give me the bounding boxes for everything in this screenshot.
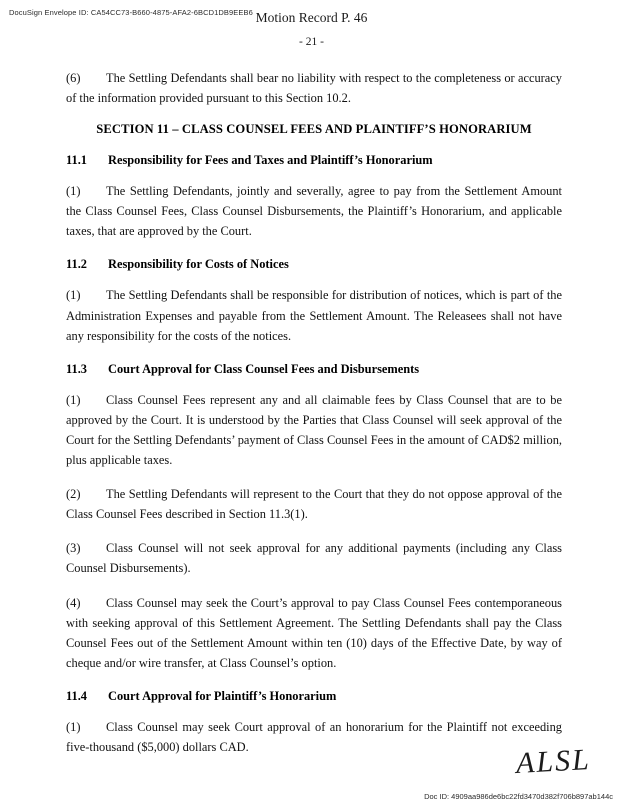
- heading-11-2: [66, 257, 562, 272]
- heading-text: Court Approval for Class Counsel Fees and Disbursements: [108, 361, 420, 376]
- paragraph-11-2-1: [66, 285, 562, 345]
- paragraph-number: (1): [66, 184, 81, 199]
- paragraph-11-3-4: [66, 593, 562, 673]
- heading-number: 11.2: [66, 257, 87, 272]
- paragraph-text: Class Counsel may seek the Court’s approval to pay Class Counsel Fees contemporaneous with seeking approval of this Settlement Agreement. The Settling Defendants shall pay the Class Counsel Fees out of the Settlement Amount within ten (10) days of the Effective Date, by way of cheque and/or wire transfer, at Class Counsel’s option.: [66, 595, 562, 670]
- heading-text: Responsibility for Costs of Notices: [108, 257, 289, 272]
- paragraph-11-3-1: [66, 390, 562, 470]
- paragraph-number: (1): [66, 392, 81, 407]
- heading-number: 11.4: [66, 688, 87, 703]
- heading-11-3: [66, 362, 562, 377]
- paragraph-number: (6): [66, 71, 81, 85]
- document-body: [66, 68, 562, 771]
- signature-initials: ALSL: [515, 743, 592, 780]
- paragraph-number: (4): [66, 595, 81, 610]
- paragraph-11-4-1: [66, 717, 562, 757]
- motion-record-stamp: Motion Record P. 46: [255, 10, 368, 25]
- page-number: - 21 -: [299, 36, 324, 48]
- heading-11-4: [66, 689, 562, 704]
- paragraph-text: The Settling Defendants, jointly and severally, agree to pay from the Settlement Amount the Class Counsel Fees, Class Counsel Disbursements, the Plaintiff’s Honorarium, and applicable taxes, that are approved by the Court.: [66, 184, 562, 239]
- paragraph-number: (2): [66, 487, 81, 502]
- paragraph-text: Class Counsel will not seek approval for any additional payments (including any Class Counsel Disbursements).: [66, 541, 562, 576]
- document-id: Doc ID: 4909aa986de6bc22fd3470d382f706b897ab144c: [424, 792, 613, 801]
- paragraph-text: The Settling Defendants will represent to the Court that they do not oppose approval of the Class Counsel Fees described in Section 11.3(1).: [66, 487, 562, 522]
- paragraph-11-3-2: [66, 484, 562, 524]
- paragraph-text: The Settling Defendants shall be responsible for distribution of notices, which is part of the Administration Expenses and payable from the Settlement Amount. The Releasees shall not have any responsibility for the costs of the notices.: [66, 288, 562, 343]
- heading-number: 11.1: [66, 153, 87, 168]
- heading-text: Responsibility for Fees and Taxes and Plaintiff’s Honorarium: [108, 153, 433, 168]
- paragraph-number: (3): [66, 541, 81, 556]
- paragraph-number: (1): [66, 288, 81, 303]
- paragraph-text: Class Counsel Fees represent any and all claimable fees by Class Counsel that are to be approved by the Court. It is understood by the Parties that Class Counsel will seek approval of the Court for the Settling Defendants’ payment of Class Counsel Fees in the amount of CAD$2 million, plus applicable taxes.: [66, 392, 562, 468]
- paragraph-11-3-3: [66, 538, 562, 578]
- paragraph-text: Class Counsel may seek Court approval of an honorarium for the Plaintiff not exceeding five-thousand ($5,000) dollars CAD.: [66, 719, 562, 754]
- heading-number: 11.3: [66, 361, 87, 376]
- heading-text: Court Approval for Plaintiff’s Honorarium: [108, 688, 337, 703]
- section-11-heading: SECTION 11 – CLASS COUNSEL FEES AND PLAINTIFF’S HONORARIUM: [96, 122, 532, 137]
- heading-11-1: [66, 153, 562, 168]
- paragraph-11-1-1: [66, 181, 562, 241]
- paragraph-number: (1): [66, 719, 81, 734]
- docusign-envelope-id: DocuSign Envelope ID: CA54CC73-B660-4875-AFA2-6BCD1DB9EEB6: [9, 8, 253, 17]
- paragraph-text: The Settling Defendants shall bear no liability with respect to the completeness or accuracy of the information provided pursuant to this Section 10.2.: [66, 71, 562, 106]
- paragraph-10-2-6: [66, 68, 562, 108]
